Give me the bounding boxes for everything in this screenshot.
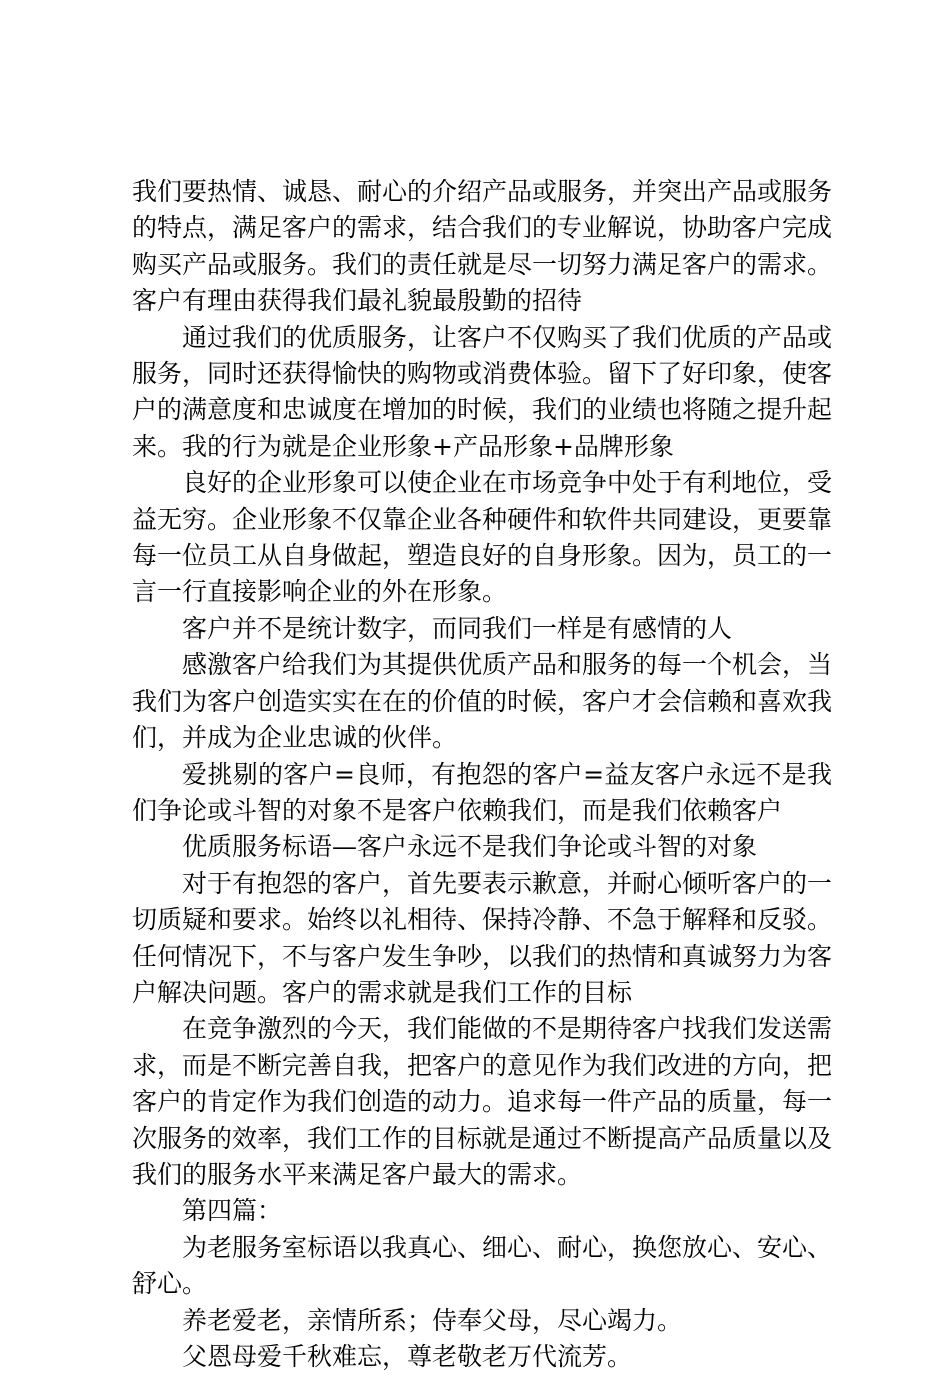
paragraph-9: 在竞争激烈的今天，我们能做的不是期待客户找我们发送需求，而是不断完善自我，把客户的意见作为我们改进的方向，把客户的肯定作为我们创造的动力。追求每一件产品的质量，每一次服务的效率，我们工作的目标就是通过不断提高产品质量以及我们的服务水平来满足客户最大的需求。	[132, 1014, 833, 1189]
paragraph-7: 优质服务标语—客户永远不是我们争论或斗智的对象	[182, 832, 758, 862]
document-body	[132, 174, 832, 1375]
paragraph-4: 客户并不是统计数字，而同我们一样是有感情的人	[182, 613, 733, 643]
paragraph-6: 爱挑剔的客户=良师，有抱怨的客户=益友客户永远不是我们争论或斗智的对象不是客户依赖我们，而是我们依赖客户	[132, 759, 832, 825]
paragraph-13: 父恩母爱千秋难忘，尊老敬老万代流芳。	[182, 1342, 633, 1371]
paragraph-1: 我们要热情、诚恳、耐心的介绍产品或服务，并突出产品或服务的特点，满足客户的需求，结合我们的专业解说，协助客户完成购买产品或服务。我们的责任就是尽一切努力满足客户的需求。客户有理由获得我们最礼貌最殷勤的招待	[132, 177, 833, 316]
paragraph-2: 通过我们的优质服务，让客户不仅购买了我们优质的产品或服务，同时还获得愉快的购物或消费体验。留下了好印象，使客户的满意度和忠诚度在增加的时候，我们的业绩也将随之提升起来。我的行为就是企业形象+产品形象+品牌形象	[132, 322, 833, 461]
paragraph-11: 为老服务室标语以我真心、细心、耐心，换您放心、安心、舒心。	[132, 1232, 833, 1299]
paragraph-12: 养老爱老，亲情所系；侍奉父母，尽心竭力。	[182, 1305, 683, 1335]
section-heading: 第四篇：	[182, 1196, 283, 1226]
paragraph-3: 良好的企业形象可以使企业在市场竞争中处于有利地位，受益无穷。企业形象不仅靠企业各种硬件和软件共同建设，更要靠每一位员工从自身做起，塑造良好的自身形象。因为，员工的一言一行直接影响企业的外在形象。	[132, 468, 833, 607]
paragraph-8: 对于有抱怨的客户，首先要表示歉意，并耐心倾听客户的一切质疑和要求。始终以礼相待、保持冷静、不急于解释和反驳。任何情况下，不与客户发生争吵，以我们的热情和真诚努力为客户解决问题。客户的需求就是我们工作的目标	[132, 868, 833, 1007]
paragraph-5: 感激客户给我们为其提供优质产品和服务的每一个机会，当我们为客户创造实实在在的价值的时候，客户才会信赖和喜欢我们，并成为企业忠诚的伙伴。	[132, 650, 833, 753]
